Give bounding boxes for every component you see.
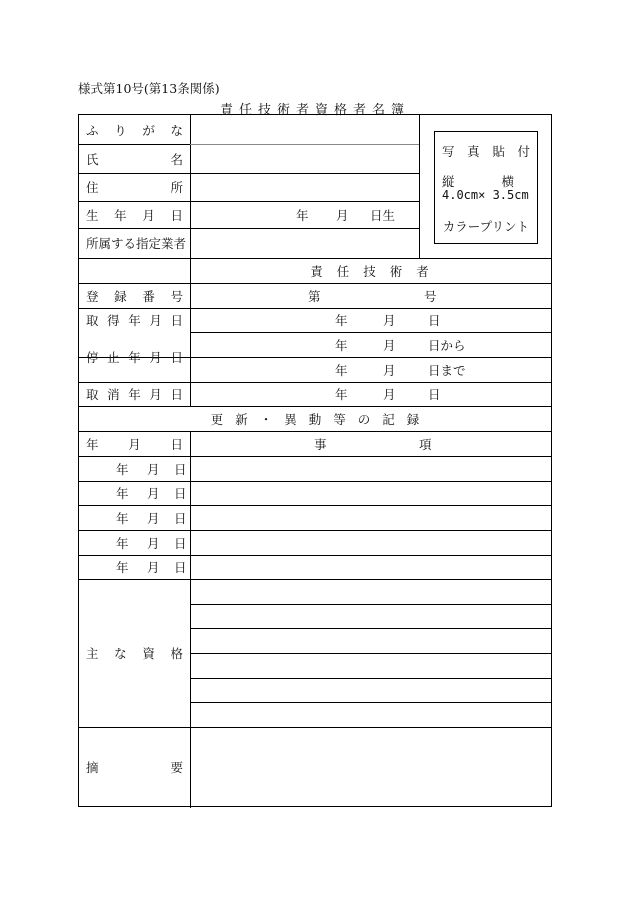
acquisition-date-field[interactable]: 年 月 日	[335, 313, 441, 328]
address-label: 住 所	[86, 180, 183, 195]
affiliation-field[interactable]	[190, 228, 419, 258]
photo-color-note: カラープリント	[442, 219, 530, 234]
photo-area-divider	[419, 115, 420, 258]
cancellation-date-label: 取 消 年 月 日	[86, 387, 183, 402]
record-date[interactable]: 年 月 日	[116, 535, 187, 551]
record-item[interactable]	[190, 530, 551, 555]
registration-number-label: 登 録 番 号	[86, 288, 183, 304]
form-number-label: 様式第10号(第13条関係)	[78, 81, 220, 96]
furigana-field[interactable]	[190, 115, 419, 144]
photo-size: 4.0cm× 3.5cm	[442, 188, 529, 202]
record-date[interactable]: 年 月 日	[116, 461, 187, 477]
suspension-period-label: 停 止 年 月 日	[86, 349, 183, 365]
affiliation-label: 所属する指定業者	[86, 236, 187, 251]
record-item[interactable]	[190, 555, 551, 579]
suspension-end-field[interactable]: 年 月 日まで	[335, 362, 466, 378]
records-header: 更 新 ・ 異 動 等 の 記 録	[79, 407, 551, 431]
photo-size-orientation: 縦 横	[442, 174, 514, 189]
record-date[interactable]: 年 月 日	[116, 510, 187, 526]
birthdate-label: 生 年 月 日	[86, 207, 183, 223]
suspension-start-field[interactable]: 年 月 日から	[335, 337, 466, 353]
photo-attach-text: 写 真 貼 付	[442, 144, 530, 159]
acquisition-date-label: 取 得 年 月 日	[86, 313, 183, 328]
qualifications-label: 主 な 資 格	[86, 646, 183, 661]
name-label: 氏 名	[86, 151, 183, 167]
form-table	[78, 114, 552, 807]
name-field[interactable]	[190, 144, 419, 173]
form-title: 責任技術者資格者名簿	[219, 103, 410, 118]
address-field[interactable]	[190, 173, 419, 201]
record-item[interactable]	[190, 456, 551, 481]
record-date[interactable]: 年 月 日	[116, 560, 187, 575]
birthdate-field[interactable]: 年 月 日生	[296, 207, 396, 223]
qualifications-field[interactable]	[190, 579, 551, 727]
record-item[interactable]	[190, 505, 551, 530]
furigana-label: ふ り が な	[86, 122, 183, 138]
record-item[interactable]	[190, 481, 551, 505]
remarks-field[interactable]	[190, 727, 551, 807]
remarks-label: 摘 要	[86, 760, 183, 775]
records-date-column-header: 年 月 日	[86, 436, 183, 452]
photo-attach-box[interactable]	[434, 131, 538, 244]
cancellation-date-field[interactable]: 年 月 日	[335, 387, 441, 402]
registration-number-field[interactable]: 第 号	[308, 288, 437, 304]
records-item-column-header: 事 項	[314, 436, 432, 452]
record-date[interactable]: 年 月 日	[116, 486, 187, 501]
engineer-header: 責 任 技 術 者	[310, 263, 431, 279]
